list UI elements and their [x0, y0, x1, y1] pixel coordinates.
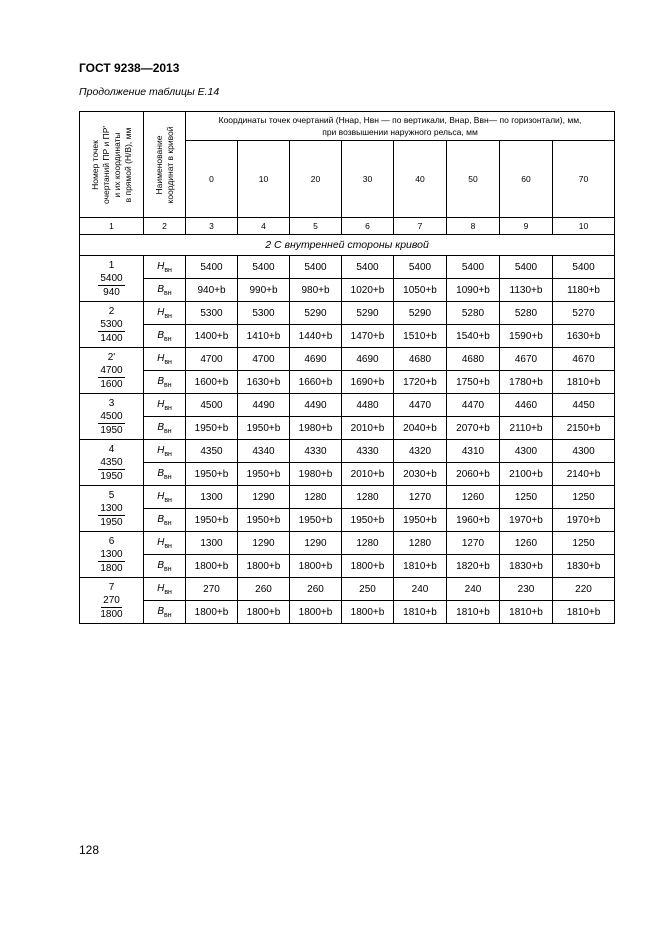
- b-value: 1950+b: [186, 509, 238, 532]
- point-width: 1950: [100, 470, 123, 482]
- b-value: 1800+b: [186, 601, 238, 624]
- h-value: 5300: [186, 302, 238, 325]
- b-value: 1950+b: [238, 509, 290, 532]
- b-value: 1950+b: [238, 417, 290, 440]
- h-value: 4460: [500, 394, 553, 417]
- point-cell: [80, 302, 144, 348]
- b-value: 1630+b: [553, 325, 615, 348]
- point-cell: [80, 440, 144, 486]
- b-value: 1810+b: [394, 555, 447, 578]
- h-value: 250: [342, 578, 394, 601]
- column-number: 5: [290, 218, 342, 235]
- column-number: 1: [80, 218, 144, 235]
- coordinates-header: [186, 112, 615, 141]
- h-value: 220: [553, 578, 615, 601]
- b-name-cell: $B_{вн}$: [144, 371, 186, 394]
- table-row: [80, 417, 615, 440]
- h-value: 4300: [553, 440, 615, 463]
- h-value: 4340: [238, 440, 290, 463]
- table-row: [80, 532, 615, 555]
- point-number: 4: [108, 443, 115, 455]
- b-value: 2140+b: [553, 463, 615, 486]
- b-value: 1660+b: [290, 371, 342, 394]
- h-name-cell: $H_{вн}$: [144, 348, 186, 371]
- point-number: 2': [107, 351, 116, 363]
- h-value: 5280: [500, 302, 553, 325]
- section-title: 2 С внутренней стороны кривой: [80, 235, 615, 256]
- b-value: 1830+b: [500, 555, 553, 578]
- point-height: 270: [103, 594, 120, 606]
- point-width: 1400: [100, 332, 123, 344]
- b-value: 1970+b: [500, 509, 553, 532]
- b-name-cell: $B_{вн}$: [144, 463, 186, 486]
- h-value: 1280: [342, 532, 394, 555]
- b-value: 1830+b: [553, 555, 615, 578]
- table-row: [80, 555, 615, 578]
- b-value: 2040+b: [394, 417, 447, 440]
- b-name-cell: $B_{вн}$: [144, 417, 186, 440]
- h-name-cell: $H_{вн}$: [144, 302, 186, 325]
- b-value: 2100+b: [500, 463, 553, 486]
- b-value: 1800+b: [290, 601, 342, 624]
- h-value: 4680: [447, 348, 500, 371]
- h-name-cell: $H_{вн}$: [144, 486, 186, 509]
- b-value: 1950+b: [238, 463, 290, 486]
- elevation-header: 70: [553, 141, 615, 218]
- table-row: [80, 486, 615, 509]
- b-value: 1050+b: [394, 279, 447, 302]
- column-number: 8: [447, 218, 500, 235]
- point-width: 1600: [100, 378, 123, 390]
- b-value: 1750+b: [447, 371, 500, 394]
- point-height: 5300: [100, 318, 123, 330]
- h-value: 4490: [238, 394, 290, 417]
- h-value: 240: [447, 578, 500, 601]
- point-number: 1: [108, 259, 115, 271]
- h-value: 1290: [238, 532, 290, 555]
- h-value: 5280: [447, 302, 500, 325]
- point-cell: [80, 532, 144, 578]
- b-value: 990+b: [238, 279, 290, 302]
- h-value: 4310: [447, 440, 500, 463]
- point-height: 4700: [100, 364, 123, 376]
- h-value: 4670: [553, 348, 615, 371]
- elevation-header: 20: [290, 141, 342, 218]
- b-value: 940+b: [186, 279, 238, 302]
- b-value: 1540+b: [447, 325, 500, 348]
- b-value: 1810+b: [553, 601, 615, 624]
- document-header: ГОСТ 9238—2013: [79, 61, 180, 75]
- point-width: 1800: [100, 562, 123, 574]
- b-value: 1590+b: [500, 325, 553, 348]
- data-table: [79, 111, 615, 624]
- table-row: [80, 394, 615, 417]
- point-height: 1300: [100, 502, 123, 514]
- point-cell: [80, 256, 144, 302]
- h-value: 4670: [500, 348, 553, 371]
- b-value: 1130+b: [500, 279, 553, 302]
- b-value: 1510+b: [394, 325, 447, 348]
- h-value: 4470: [447, 394, 500, 417]
- b-value: 1800+b: [342, 601, 394, 624]
- h-value: 4330: [342, 440, 394, 463]
- b-value: 1440+b: [290, 325, 342, 348]
- h-value: 5400: [342, 256, 394, 279]
- point-width: 1950: [100, 516, 123, 528]
- point-height: 4350: [100, 456, 123, 468]
- elevation-header: 30: [342, 141, 394, 218]
- b-value: 1180+b: [553, 279, 615, 302]
- table-caption: Продолжение таблицы Е.14: [79, 86, 220, 98]
- h-value: 5400: [394, 256, 447, 279]
- b-value: 2010+b: [342, 463, 394, 486]
- column-number: 7: [394, 218, 447, 235]
- col2-header: [144, 112, 186, 218]
- b-value: 2070+b: [447, 417, 500, 440]
- h-value: 1270: [447, 532, 500, 555]
- b-value: 2110+b: [500, 417, 553, 440]
- b-value: 1800+b: [186, 555, 238, 578]
- h-value: 1260: [447, 486, 500, 509]
- elevation-header: 40: [394, 141, 447, 218]
- h-value: 1250: [500, 486, 553, 509]
- b-value: 1470+b: [342, 325, 394, 348]
- elevation-header: 0: [186, 141, 238, 218]
- h-value: 260: [238, 578, 290, 601]
- table-row: [80, 371, 615, 394]
- h-value: 5400: [553, 256, 615, 279]
- h-value: 5270: [553, 302, 615, 325]
- h-value: 4490: [290, 394, 342, 417]
- h-value: 4350: [186, 440, 238, 463]
- b-value: 1400+b: [186, 325, 238, 348]
- b-value: 1020+b: [342, 279, 394, 302]
- table-row: [80, 578, 615, 601]
- h-value: 5400: [290, 256, 342, 279]
- h-value: 4680: [394, 348, 447, 371]
- point-height: 5400: [100, 272, 123, 284]
- b-value: 1690+b: [342, 371, 394, 394]
- h-value: 1270: [394, 486, 447, 509]
- b-value: 1600+b: [186, 371, 238, 394]
- elevation-header: 60: [500, 141, 553, 218]
- h-value: 4700: [238, 348, 290, 371]
- point-width: 1950: [100, 424, 123, 436]
- b-value: 1810+b: [394, 601, 447, 624]
- h-value: 240: [394, 578, 447, 601]
- h-value: 230: [500, 578, 553, 601]
- b-value: 1950+b: [394, 509, 447, 532]
- h-value: 1280: [394, 532, 447, 555]
- point-number: 3: [108, 397, 115, 409]
- table-row: [80, 256, 615, 279]
- b-value: 1820+b: [447, 555, 500, 578]
- point-cell: [80, 486, 144, 532]
- h-value: 1260: [500, 532, 553, 555]
- h-value: 5400: [447, 256, 500, 279]
- page-number: 128: [79, 843, 100, 857]
- h-value: 4330: [290, 440, 342, 463]
- table-row: [80, 509, 615, 532]
- b-value: 1800+b: [238, 555, 290, 578]
- point-number: 5: [108, 489, 115, 501]
- b-name-cell: $B_{вн}$: [144, 555, 186, 578]
- coordinates-header-line2: при возвышении наружного рельса, мм: [322, 127, 478, 137]
- h-value: 1290: [290, 532, 342, 555]
- b-name-cell: $B_{вн}$: [144, 509, 186, 532]
- coordinates-header-line1: Координаты точек очертаний (Hнар, Hвн — по вертикали, Bнар, Bвн— по горизонтали), мм,: [218, 115, 582, 125]
- h-name-cell: $H_{вн}$: [144, 394, 186, 417]
- b-value: 1720+b: [394, 371, 447, 394]
- column-number: 10: [553, 218, 615, 235]
- h-value: 4500: [186, 394, 238, 417]
- b-value: 1950+b: [186, 463, 238, 486]
- h-value: 4700: [186, 348, 238, 371]
- b-name-cell: $B_{вн}$: [144, 601, 186, 624]
- point-number: 2: [108, 305, 115, 317]
- b-value: 2060+b: [447, 463, 500, 486]
- b-value: 1980+b: [290, 463, 342, 486]
- point-cell: [80, 578, 144, 624]
- table-row: [80, 463, 615, 486]
- b-value: 1950+b: [342, 509, 394, 532]
- h-value: 1250: [553, 532, 615, 555]
- b-value: 1970+b: [553, 509, 615, 532]
- h-name-cell: $H_{вн}$: [144, 256, 186, 279]
- table-row: [80, 601, 615, 624]
- b-value: 1950+b: [186, 417, 238, 440]
- h-name-cell: $H_{вн}$: [144, 578, 186, 601]
- b-value: 1410+b: [238, 325, 290, 348]
- b-value: 1090+b: [447, 279, 500, 302]
- h-value: 5290: [342, 302, 394, 325]
- col1-header: [80, 112, 144, 218]
- h-value: 270: [186, 578, 238, 601]
- h-value: 1300: [186, 532, 238, 555]
- h-name-cell: $H_{вн}$: [144, 440, 186, 463]
- b-name-cell: $B_{вн}$: [144, 325, 186, 348]
- h-value: 5290: [394, 302, 447, 325]
- h-value: 4470: [394, 394, 447, 417]
- table-row: [80, 325, 615, 348]
- h-value: 4480: [342, 394, 394, 417]
- b-value: 2010+b: [342, 417, 394, 440]
- h-value: 4690: [342, 348, 394, 371]
- b-value: 1810+b: [447, 601, 500, 624]
- b-value: 1810+b: [553, 371, 615, 394]
- h-value: 5400: [500, 256, 553, 279]
- col2-header-text: Наименование координат в кривой: [153, 126, 175, 203]
- h-name-cell: $H_{вн}$: [144, 532, 186, 555]
- b-name-cell: $B_{вн}$: [144, 279, 186, 302]
- h-value: 1290: [238, 486, 290, 509]
- b-value: 1800+b: [238, 601, 290, 624]
- elevation-header: 50: [447, 141, 500, 218]
- table-row: [80, 440, 615, 463]
- table-row: [80, 302, 615, 325]
- b-value: 1810+b: [500, 601, 553, 624]
- b-value: 2150+b: [553, 417, 615, 440]
- h-value: 4300: [500, 440, 553, 463]
- table-row: [80, 279, 615, 302]
- point-cell: [80, 348, 144, 394]
- elevation-header: 10: [238, 141, 290, 218]
- point-number: 6: [108, 535, 115, 547]
- b-value: 1980+b: [290, 417, 342, 440]
- h-value: 1280: [290, 486, 342, 509]
- b-value: 1950+b: [290, 509, 342, 532]
- column-number: 4: [238, 218, 290, 235]
- b-value: 1780+b: [500, 371, 553, 394]
- column-number: 6: [342, 218, 394, 235]
- h-value: 4690: [290, 348, 342, 371]
- point-cell: [80, 394, 144, 440]
- b-value: 980+b: [290, 279, 342, 302]
- b-value: 1800+b: [342, 555, 394, 578]
- h-value: 5400: [186, 256, 238, 279]
- point-width: 1800: [100, 608, 123, 620]
- col1-header-text: Номер точек очертаний ПР и ПР' и их координаты в прямой (H/B), мм: [89, 125, 133, 204]
- point-height: 1300: [100, 548, 123, 560]
- column-number: 3: [186, 218, 238, 235]
- column-number: 9: [500, 218, 553, 235]
- h-value: 5300: [238, 302, 290, 325]
- b-value: 2030+b: [394, 463, 447, 486]
- point-width: 940: [103, 286, 120, 298]
- h-value: 5400: [238, 256, 290, 279]
- h-value: 4320: [394, 440, 447, 463]
- h-value: 5290: [290, 302, 342, 325]
- b-value: 1630+b: [238, 371, 290, 394]
- h-value: 1250: [553, 486, 615, 509]
- b-value: 1800+b: [290, 555, 342, 578]
- h-value: 1300: [186, 486, 238, 509]
- h-value: 4450: [553, 394, 615, 417]
- point-number: 7: [108, 581, 115, 593]
- h-value: 1280: [342, 486, 394, 509]
- h-value: 260: [290, 578, 342, 601]
- point-height: 4500: [100, 410, 123, 422]
- b-value: 1960+b: [447, 509, 500, 532]
- table-row: [80, 348, 615, 371]
- column-number: 2: [144, 218, 186, 235]
